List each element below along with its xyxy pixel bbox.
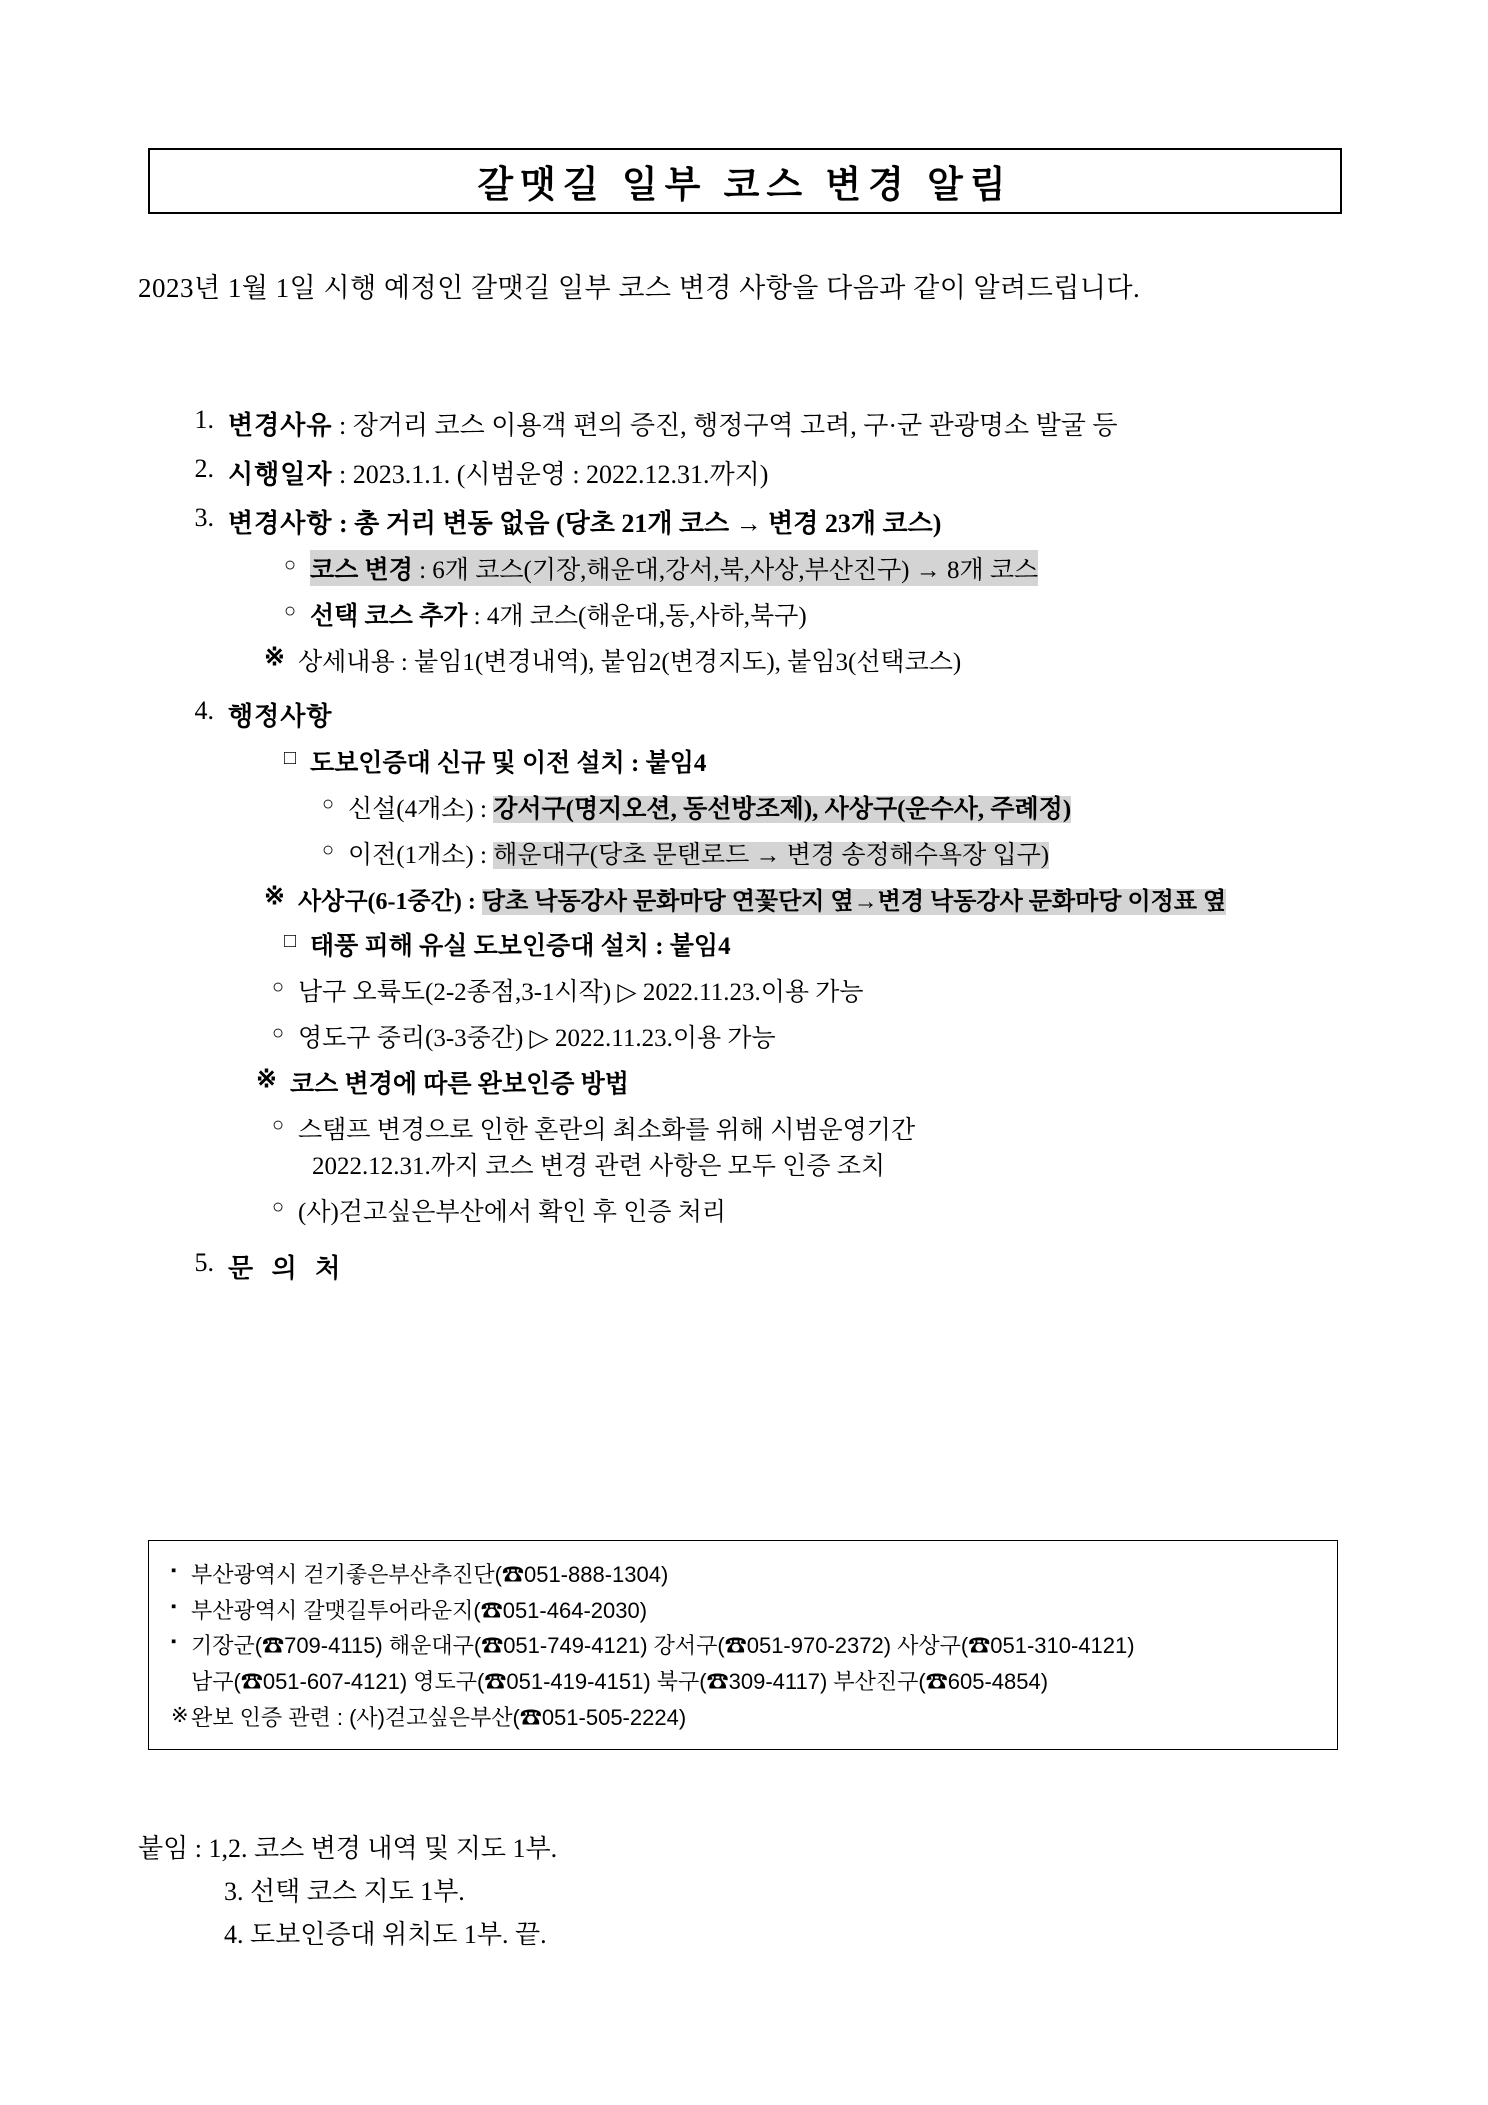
item-4-sub-1b-highlight: 해운대구(당초 문탠로드 → 변경 송정해수욕장 입구) bbox=[493, 842, 1050, 869]
list-item-3 bbox=[168, 503, 1358, 678]
item-3-sub-1 bbox=[284, 550, 1358, 586]
item-3-label: 변경사항 bbox=[228, 509, 333, 538]
contact-line bbox=[171, 1664, 1315, 1700]
item-4-sub-2b-text: 영도구 중리(3-3중간) ▷ 2022.11.23.이용 가능 bbox=[298, 1025, 776, 1052]
item-4-note-2a-line2: 2022.12.31.까지 코스 변경 관련 사항은 모두 인증 조치 bbox=[312, 1153, 886, 1180]
item-4-note-1-highlight: 당초 낙동강사 문화마당 연꽃단지 옆→변경 낙동강사 문화마당 이정표 옆 bbox=[481, 889, 1227, 915]
item-3-note bbox=[264, 642, 1358, 678]
item-4-sub-1-text: 도보인증대 신규 및 이전 설치 : 붙임4 bbox=[310, 750, 707, 777]
item-4-note-1-label: 사상구(6-1중간) : bbox=[298, 889, 482, 915]
circle-bullet-icon: ○ bbox=[272, 1196, 285, 1218]
contact-text: 기장군(☎709-4115) 해운대구(☎051-749-4121) 강서구(☎051-970-2372) 사상구(☎051-310-4121) bbox=[191, 1633, 1135, 1659]
attachment-line-3: 4. 도보인증대 위치도 1부. 끝. bbox=[224, 1919, 547, 1949]
page-title: 갈맷길 일부 코스 변경 알림 bbox=[477, 165, 1013, 206]
circle-bullet-icon: ○ bbox=[322, 793, 335, 815]
item-5-body bbox=[228, 1248, 1358, 1285]
item-4-note-2-text: 코스 변경에 따른 완보인증 방법 bbox=[290, 1071, 629, 1098]
circle-bullet-icon: ○ bbox=[272, 976, 285, 998]
item-4-sub-2 bbox=[284, 926, 1358, 962]
reference-mark-icon: ※ bbox=[264, 644, 285, 671]
list-item-2 bbox=[168, 454, 1358, 491]
contact-line bbox=[171, 1557, 1315, 1593]
contact-text: 부산광역시 걷기좋은부산추진단(☎051-888-1304) bbox=[191, 1562, 669, 1587]
item-2-number: 2. bbox=[194, 454, 214, 483]
item-4-sub-1a bbox=[322, 789, 1358, 825]
attachment-line-1: 붙임 : 1,2. 코스 변경 내역 및 지도 1부. bbox=[138, 1834, 558, 1863]
item-1-text: : 장거리 코스 이용객 편의 증진, 행정구역 고려, 구·군 관광명소 발굴 등 bbox=[332, 411, 1118, 440]
item-4-note-2a bbox=[272, 1110, 1358, 1182]
item-5-number: 5. bbox=[194, 1248, 214, 1277]
item-3-sub-2 bbox=[284, 596, 1358, 632]
item-4-label: 행정사항 bbox=[228, 702, 333, 731]
contact-note-line bbox=[171, 1700, 1315, 1736]
item-4-sub-1 bbox=[284, 743, 1358, 779]
item-3-text: : 총 거리 변동 없음 (당초 21개 코스 → 변경 23개 코스) bbox=[332, 509, 942, 538]
document-title-box bbox=[148, 148, 1342, 214]
circle-bullet-icon: ○ bbox=[322, 839, 335, 861]
item-4-sub-2a-text: 남구 오륙도(2-2종점,3-1시작) ▷ 2022.11.23.이용 가능 bbox=[298, 979, 864, 1006]
item-4-note-1-content bbox=[298, 881, 1226, 916]
item-4-note-2a-content bbox=[298, 1110, 915, 1182]
item-4-note-2b bbox=[272, 1192, 1358, 1228]
square-bullet-icon: ▪ bbox=[171, 1597, 177, 1615]
item-5-label: 문 의 처 bbox=[228, 1254, 347, 1283]
reference-mark-icon: ※ bbox=[264, 883, 285, 910]
item-4-sub-1a-content bbox=[348, 789, 1071, 825]
square-bullet-icon: □ bbox=[284, 747, 297, 769]
item-1-label: 변경사유 bbox=[228, 411, 333, 440]
item-2-text: : 2023.1.1. (시범운영 : 2022.12.31.까지) bbox=[332, 460, 769, 489]
item-2-body bbox=[228, 454, 1358, 491]
square-bullet-icon: □ bbox=[284, 930, 297, 952]
item-3-note-text: 상세내용 : 붙임1(변경내역), 붙임2(변경지도), 붙임3(선택코스) bbox=[298, 649, 962, 676]
contact-line bbox=[171, 1593, 1315, 1629]
item-3-sub-1-text: : 6개 코스(기장,해운대,강서,북,사상,부산진구) → 8개 코스 bbox=[412, 557, 1039, 584]
reference-mark-icon: ※ bbox=[256, 1066, 277, 1093]
item-4-sub-2b bbox=[272, 1018, 1358, 1054]
item-4-sub-1b bbox=[322, 835, 1358, 871]
item-4-note-2a-line1: 스탬프 변경으로 인한 혼란의 최소화를 위해 시범운영기간 bbox=[298, 1117, 916, 1144]
item-4-sub-2-text: 태풍 피해 유실 도보인증대 설치 : 붙임4 bbox=[310, 933, 731, 960]
item-3-body bbox=[228, 503, 1358, 678]
item-4-sub-1a-highlight: 강서구(명지오션, 동선방조제), 사상구(운수사, 주례정) bbox=[493, 796, 1072, 823]
item-4-sub-1b-content bbox=[348, 835, 1049, 871]
list-item-1 bbox=[168, 405, 1358, 442]
list-item-5 bbox=[168, 1248, 1358, 1285]
item-1-number: 1. bbox=[194, 405, 214, 434]
attachment-line-2: 3. 선택 코스 지도 1부. bbox=[224, 1876, 465, 1906]
item-4-sub-2a bbox=[272, 972, 1358, 1008]
attachments-block bbox=[138, 1828, 1338, 1957]
item-4-note-1 bbox=[264, 881, 1358, 916]
contact-line bbox=[171, 1628, 1315, 1664]
intro-paragraph: 2023년 1월 1일 시행 예정인 갈맷길 일부 코스 변경 사항을 다음과 같이 알려드립니다. bbox=[138, 273, 1141, 303]
item-1-body bbox=[228, 405, 1358, 442]
contact-note-text: 완보 인증 관련 : (사)걷고싶은부산(☎051-505-2224) bbox=[191, 1704, 687, 1730]
item-3-sub-2-text: : 4개 코스(해운대,동,사하,북구) bbox=[467, 603, 807, 630]
square-bullet-icon: ▪ bbox=[171, 1562, 177, 1579]
document-body bbox=[168, 405, 1358, 1297]
square-bullet-icon: ▪ bbox=[171, 1633, 177, 1651]
contact-box bbox=[148, 1540, 1338, 1750]
circle-bullet-icon: ○ bbox=[284, 554, 297, 576]
circle-bullet-icon: ○ bbox=[272, 1114, 285, 1136]
item-3-number: 3. bbox=[194, 503, 214, 532]
item-4-note-2b-text: (사)걷고싶은부산에서 확인 후 인증 처리 bbox=[298, 1199, 727, 1226]
contact-text: 부산광역시 갈맷길투어라운지(☎051-464-2030) bbox=[191, 1597, 648, 1623]
item-3-sub-2-label: 선택 코스 추가 bbox=[310, 603, 468, 630]
item-4-sub-1a-prefix: 신설(4개소) : bbox=[348, 796, 494, 823]
item-4-sub-1b-prefix: 이전(1개소) : bbox=[348, 842, 494, 869]
reference-mark-icon: ※ bbox=[171, 1703, 189, 1727]
circle-bullet-icon: ○ bbox=[284, 600, 297, 622]
item-4-note-2 bbox=[256, 1064, 1358, 1100]
item-3-sub-1-label: 코스 변경 bbox=[310, 557, 413, 584]
contact-text: 남구(☎051-607-4121) 영도구(☎051-419-4151) 북구(☎309-4117) 부산진구(☎605-4854) bbox=[191, 1668, 1049, 1694]
item-4-number: 4. bbox=[194, 696, 214, 725]
item-3-sub-2-content bbox=[310, 596, 807, 632]
circle-bullet-icon: ○ bbox=[272, 1022, 285, 1044]
list-item-4 bbox=[168, 696, 1358, 1228]
item-2-label: 시행일자 bbox=[228, 460, 333, 489]
item-3-sub-1-content bbox=[310, 550, 1038, 586]
item-4-body bbox=[228, 696, 1358, 1228]
